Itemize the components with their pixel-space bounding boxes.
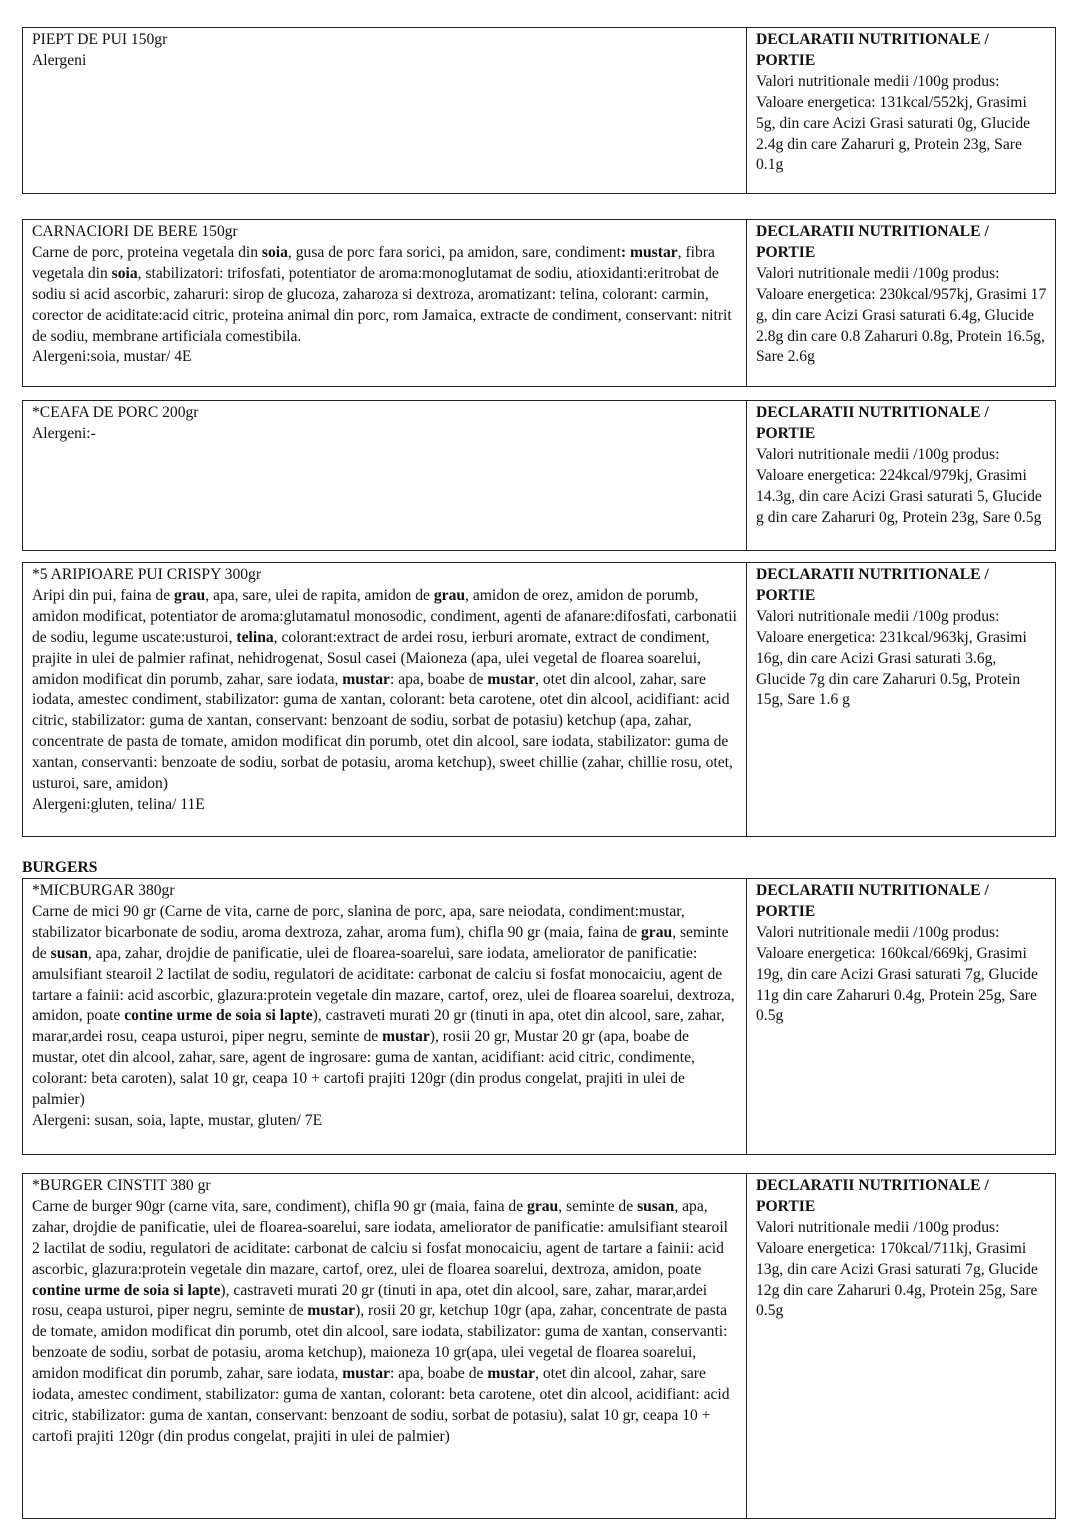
nutrition-subtitle: Valori nutritionale medii /100g produs: xyxy=(756,1218,1000,1236)
item-box xyxy=(22,27,1056,194)
item-title: *CEAFA DE PORC 200gr xyxy=(32,404,199,421)
ingredient-segment: Carne de mici 90 gr (Carne de vita, carne de porc, slanina de porc, apa, sare neiodata, condiment:mustar, stabilizator bicarbonate de sodiu, aroma dextroza, zahar, aroma fum), chifla 90 gr (maia, faina de xyxy=(32,902,685,941)
item-box xyxy=(22,562,1056,837)
allergen-highlight: grau xyxy=(174,586,206,604)
item-title: PIEPT DE PUI 150gr xyxy=(32,31,168,48)
allergen-highlight: mustar xyxy=(630,243,678,261)
nutrition-title: DECLARATII NUTRITIONALE / PORTIE xyxy=(756,566,989,604)
item-description xyxy=(23,401,747,550)
nutrition-subtitle: Valori nutritionale medii /100g produs: xyxy=(756,72,1000,90)
ingredients-text xyxy=(32,586,738,795)
ingredient-segment: Aripi din pui, faina de xyxy=(32,586,175,604)
nutrition-declaration xyxy=(747,401,1055,550)
item-description xyxy=(23,1174,747,1518)
ingredient-segment: , stabilizatori: trifosfati, potentiator de aroma:monoglutamat de sodiu, atioxidanti:eritrobat de sodiu si acid ascorbic, zaharuri: sirop de glucoza, zaharoza si dextroza, aromatizant: telina, colorant: carmin, corector de aciditate:acid citric, proteina animal din porc, rom Jamaica, extracte de condiment, conservant: nitrit de sodiu, membrane artificiala comestibila. xyxy=(32,264,732,345)
nutrition-values: Valoare energetica: 231kcal/963kj, Grasimi 16g, din care Acizi Grasi saturati 3.6g, Glucide 7g din care Zaharuri 0.5g, Protein 15g, Sare 1.6 g xyxy=(756,628,1027,709)
ingredient-segment: , gusa de porc fara sorici, pa amidon, sare, condiment xyxy=(287,243,621,261)
ingredient-segment: , otet din alcool, zahar, sare iodata, amestec condiment, stabilizator: guma de xantan, colorant: beta carotene, otet din alcool, acidifiant: acid citric, stabilizator: guma de xantan, conservant: benzoant de sodiu, sorbat de potasiu) ketchup (apa, zahar, concentrate de pasta de tomate, amidon modificat din porumb, otet din alcool, sare iodata, stabilizator: guma de xantan, conservanti: benzoate de sodiu, sorbat de potasiu, aroma ketchup), sweet chillie (zahar, chillie rosu, otet, usturoi, sare, amidon) xyxy=(32,670,733,793)
allergen-highlight: susan xyxy=(50,944,88,962)
item-description xyxy=(23,28,747,193)
allergens-text: Alergeni:soia, mustar/ 4E xyxy=(32,348,192,366)
allergen-highlight: susan xyxy=(637,1197,675,1215)
item-box xyxy=(22,400,1056,551)
allergen-highlight: grau xyxy=(527,1197,559,1215)
ingredient-segment: : apa, boabe de xyxy=(389,670,488,688)
ingredient-segment: ), castraveti murati 20 gr (tinuti in apa, otet din alcool, sare, zahar, marar,ardei rosu, ceapa usturoi, piper negru, seminte de xyxy=(32,1007,725,1046)
allergen-highlight: mustar xyxy=(307,1302,356,1320)
allergens-text: Alergeni: susan, soia, lapte, mustar, gluten/ 7E xyxy=(32,1111,323,1129)
ingredient-segment: : apa, boabe de xyxy=(389,1365,488,1383)
item-box xyxy=(22,219,1056,387)
ingredients-text xyxy=(32,1197,738,1448)
allergen-highlight: grau xyxy=(433,586,466,604)
ingredients-text xyxy=(32,902,738,1111)
allergen-highlight: mustar xyxy=(342,670,390,688)
allergen-highlight: mustar xyxy=(382,1028,430,1046)
nutrition-declaration xyxy=(747,1174,1055,1518)
ingredient-segment: , apa, zahar, drojdie de panificatie, ulei de floarea-soarelui, sare iodata, ameliorator de panificatie: amulsifiant stearoil 2 lactilat de sodiu, regulatori de aciditate: carbonat de calciu si fosfat monocaiciu, agent de tartare a fainii: acid ascorbic, glazura:protein vegetale din mazare, cartof, orez, ulei de floarea soarelui, dextroza, amidon, poate xyxy=(32,944,735,1025)
nutrition-subtitle: Valori nutritionale medii /100g produs: xyxy=(756,264,1000,282)
item-title: *BURGER CINSTIT 380 gr xyxy=(32,1177,211,1194)
nutrition-declaration xyxy=(747,879,1055,1154)
nutrition-values: Valoare energetica: 160kcal/669kj, Grasimi 19g, din care Acizi Grasi saturati 7g, Glucide 11g din care Zaharuri 0.4g, Protein 25g, Sare 0.5g xyxy=(756,944,1038,1025)
item-description xyxy=(23,879,747,1154)
allergen-highlight: mustar xyxy=(487,670,536,688)
allergen-highlight: soia xyxy=(111,264,138,282)
item-box xyxy=(22,1173,1056,1519)
ingredient-segment: Carne de porc, proteina vegetala din xyxy=(32,243,262,261)
item-description xyxy=(23,220,747,386)
ingredient-segment: , seminte de xyxy=(558,1197,638,1215)
nutrition-declaration xyxy=(747,220,1055,386)
ingredient-segment: , colorant:extract de ardei rosu, ierburi aromate, extract de condiment, prajite in ulei de palmier rafinat, nehidrogenat, Sosul casei (Maioneza (apa, ulei vegetal de floarea soarelui, amidon modificat din porumb, zahar, sare iodata, xyxy=(32,628,710,688)
ingredient-segment: ), rosii 20 gr, Mustar 20 gr (apa, boabe de mustar, otet din alcool, zahar, sare, agent de ingrosare: guma de xantan, acidifiant: acid citric, condimente, colorant: beta caroten), salat 10 gr, ceapa 10 + cartofi prajiti 120gr (din produs congelat, prajiti in ulei de palmier) xyxy=(32,1028,695,1109)
nutrition-title: DECLARATII NUTRITIONALE / PORTIE xyxy=(756,223,989,261)
nutrition-title: DECLARATII NUTRITIONALE / PORTIE xyxy=(756,404,989,442)
allergens-text: Alergeni:gluten, telina/ 11E xyxy=(32,795,205,813)
item-title: *5 ARIPIOARE PUI CRISPY 300gr xyxy=(32,566,262,583)
allergens-text: Alergeni:- xyxy=(32,424,96,442)
nutrition-subtitle: Valori nutritionale medii /100g produs: xyxy=(756,445,1000,463)
ingredient-segment: , fibra vegetala din xyxy=(32,243,715,282)
nutrition-title: DECLARATII NUTRITIONALE / PORTIE xyxy=(756,31,989,69)
allergen-highlight: contine urme de soia si lapte xyxy=(32,1281,221,1299)
nutrition-title: DECLARATII NUTRITIONALE / PORTIE xyxy=(756,882,989,920)
allergen-highlight: mustar xyxy=(342,1365,390,1383)
item-title: CARNACIORI DE BERE 150gr xyxy=(32,223,238,240)
nutrition-title: DECLARATII NUTRITIONALE / PORTIE xyxy=(756,1177,989,1215)
nutrition-declaration xyxy=(747,563,1055,836)
allergen-highlight: soia xyxy=(261,243,288,261)
section-heading: BURGERS xyxy=(22,859,98,876)
nutrition-values: Valoare energetica: 170kcal/711kj, Grasimi 13g, din care Acizi Grasi saturati 7g, Glucide 12g din care Zaharuri 0.4g, Protein 25g, Sare 0.5g xyxy=(756,1239,1038,1320)
ingredient-segment: ), rosii 20 gr, ketchup 10gr (apa, zahar, concentrate de pasta de tomate, amidon modificat din porumb, otet din alcool, sare iodata, stabilizator: guma de xantan, conservanti: benzoate de sodiu, sorbat de potasiu, aroma ketchup), maioneza 10 gr(apa, ulei vegetal de floarea soarelui, amidon modificat din porumb, zahar, sare iodata, xyxy=(32,1302,728,1383)
ingredient-segment: , otet din alcool, zahar, sare iodata, amestec condiment, stabilizator: guma de xantan, colorant: beta carotene, otet din alcool, acidifiant: acid citric, stabilizator: guma de xantan, conservant: benzoant de sodiu, sorbat de potasiu), salat 10 gr, ceapa 10 + cartofi prajiti 120gr (din produs congelat, prajiti in ulei de palmier) xyxy=(32,1365,730,1445)
item-box xyxy=(22,878,1056,1155)
ingredient-segment: , apa, sare, ulei de rapita, amidon de xyxy=(205,586,434,604)
allergen-highlight: mustar xyxy=(487,1365,536,1383)
nutrition-subtitle: Valori nutritionale medii /100g produs: xyxy=(756,923,1000,941)
allergens-text: Alergeni xyxy=(32,51,87,69)
nutrition-values: Valoare energetica: 224kcal/979kj, Grasimi 14.3g, din care Acizi Grasi saturati 5, Glucide g din care Zaharuri 0g, Protein 23g, Sare 0.5g xyxy=(756,466,1042,526)
ingredients-text xyxy=(32,243,738,348)
ingredient-segment: Carne de burger 90gr (carne vita, sare, condiment), chifla 90 gr (maia, faina de xyxy=(32,1197,528,1215)
item-description xyxy=(23,563,747,836)
nutrition-subtitle: Valori nutritionale medii /100g produs: xyxy=(756,607,1000,625)
ingredient-segment: ), castraveti murati 20 gr (tinuti in apa, otet din alcool, sare, zahar, marar,ardei rosu, ceapa usturoi, piper negru, seminte de xyxy=(32,1281,708,1320)
allergen-highlight: grau xyxy=(641,923,673,941)
allergen-highlight: telina xyxy=(236,628,274,646)
ingredient-segment: , seminte de xyxy=(32,923,729,962)
ingredient-segment: , apa, zahar, drojdie de panificatie, ulei de floarea-soarelui, sare iodata, ameliorator de panificatie: amulsifiant stearoil 2 lactilat de sodiu, regulatori de aciditate: carbonat de calciu si fosfat monocaiciu, agent de tartare a fainii: acid ascorbic, glazura:protein vegetale din mazare, cartof, orez, ulei de floarea soarelui, dextroza, amidon, poate xyxy=(32,1197,729,1278)
nutrition-values: Valoare energetica: 230kcal/957kj, Grasimi 17 g, din care Acizi Grasi saturati 6.4g, Glucide 2.8g din care 0.8 Zaharuri 0.8g, Protein 16.5g, Sare 2.6g xyxy=(756,285,1047,366)
item-title: *MICBURGAR 380gr xyxy=(32,882,175,899)
ingredient-segment: , amidon de orez, amidon de porumb, amidon modificat, potentiator de aroma:glutamatul monosodic, condiment, agenti de afanare:difosfati, carbonatii de sodiu, legume uscate:usturoi, xyxy=(32,586,737,646)
allergen-highlight: contine urme de soia si lapte xyxy=(124,1007,313,1025)
allergen-highlight: : xyxy=(620,243,627,261)
nutrition-values: Valoare energetica: 131kcal/552kj, Grasimi 5g, din care Acizi Grasi saturati 0g, Glucide 2.4g din care Zaharuri g, Protein 23g, Sare 0.1g xyxy=(756,93,1031,174)
nutrition-declaration xyxy=(747,28,1055,193)
